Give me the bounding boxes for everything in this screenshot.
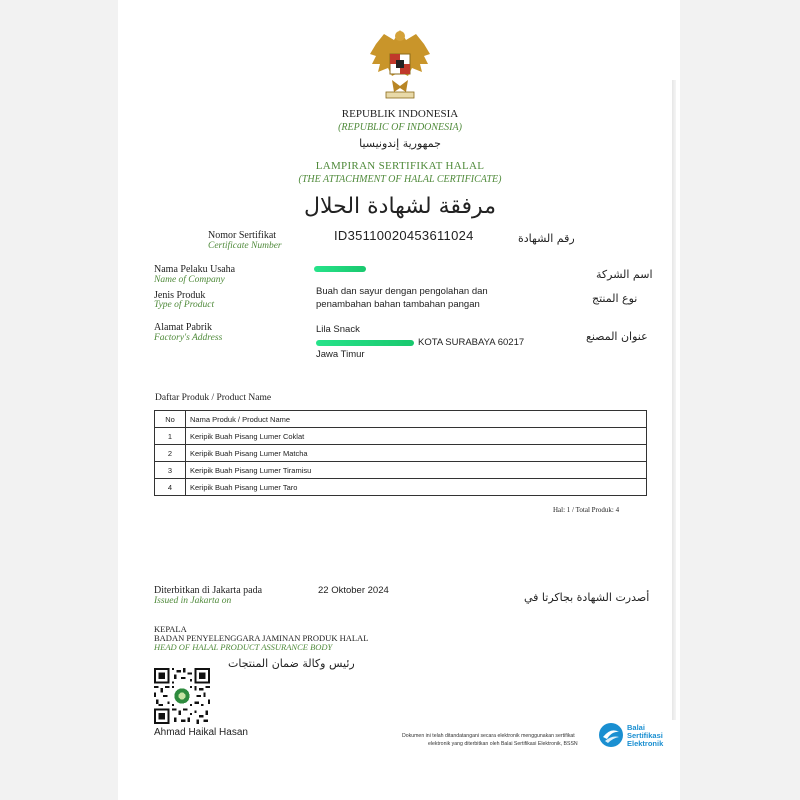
row-product-name: Keripik Buah Pisang Lumer Coklat bbox=[186, 428, 647, 445]
issued-label: Diterbitkan di Jakarta pada bbox=[154, 585, 263, 596]
product-type-value-line1: Buah dan sayur dengan pengolahan dan bbox=[316, 286, 488, 297]
product-table bbox=[154, 410, 647, 496]
signatory-title: KEPALA bbox=[154, 624, 187, 634]
product-type-value-line2: penambahan bahan tambahan pangan bbox=[316, 299, 480, 310]
company-label-ar: اسم الشركة bbox=[596, 268, 653, 281]
signatory-name: Ahmad Haikal Hasan bbox=[154, 727, 248, 738]
row-product-name: Keripik Buah Pisang Lumer Matcha bbox=[186, 445, 647, 462]
factory-label: Alamat Pabrik bbox=[154, 322, 213, 333]
product-table-header bbox=[155, 411, 647, 428]
col-no-header: No bbox=[155, 411, 186, 428]
company-name-redaction bbox=[314, 266, 366, 272]
certificate-number-label-en: Certificate Number bbox=[208, 241, 282, 251]
table-row bbox=[155, 445, 647, 462]
doc-title: LAMPIRAN SERTIFIKAT HALAL bbox=[315, 160, 485, 172]
country-name-en: (REPUBLIC OF INDONESIA) bbox=[338, 122, 462, 133]
page-info: Hal: 1 / Total Produk: 4 bbox=[553, 506, 620, 514]
certificate-number-label: Nomor Sertifikat bbox=[208, 230, 277, 241]
factory-address-city: KOTA SURABAYA 60217 bbox=[418, 337, 525, 348]
factory-address-redaction bbox=[316, 340, 414, 346]
row-no: 1 bbox=[155, 428, 186, 445]
table-row bbox=[155, 479, 647, 496]
company-label-en: Name of Company bbox=[154, 275, 225, 285]
issued-label-ar: أصدرت الشهادة بجاكرتا في bbox=[524, 591, 650, 604]
doc-title-ar: مرفقة لشهادة الحلال bbox=[304, 194, 496, 219]
factory-label-en: Factory's Address bbox=[154, 333, 223, 343]
table-row bbox=[155, 428, 647, 445]
issued-label-en: Issued in Jakarta on bbox=[154, 596, 232, 606]
certificate-number: ID35110020453611024 bbox=[334, 228, 474, 243]
product-type-label: Jenis Produk bbox=[154, 290, 206, 301]
qr-code-icon bbox=[154, 668, 210, 724]
row-no: 4 bbox=[155, 479, 186, 496]
signatory-body-en: HEAD OF HALAL PRODUCT ASSURANCE BODY bbox=[154, 642, 333, 652]
product-type-label-ar: نوع المنتج bbox=[592, 292, 638, 305]
signatory-body-ar: رئيس وكالة ضمان المنتجات bbox=[228, 657, 355, 670]
page-edge-shadow bbox=[672, 80, 676, 720]
bsre-logo-line3: Elektronik bbox=[627, 739, 664, 748]
bsre-logo-line1: Balai bbox=[627, 723, 645, 732]
factory-label-ar: عنوان المصنع bbox=[586, 330, 648, 343]
bsre-logo-line2: Sertifikasi bbox=[627, 731, 663, 740]
bsre-logo-icon bbox=[598, 722, 624, 748]
row-product-name: Keripik Buah Pisang Lumer Tiramisu bbox=[186, 462, 647, 479]
row-no: 2 bbox=[155, 445, 186, 462]
product-type-label-en: Type of Product bbox=[154, 300, 215, 310]
doc-title-en: (THE ATTACHMENT OF HALAL CERTIFICATE) bbox=[298, 174, 502, 185]
signatory-body: BADAN PENYELENGGARA JAMINAN PRODUK HALAL bbox=[154, 633, 369, 643]
table-row bbox=[155, 462, 647, 479]
factory-address-line1: Lila Snack bbox=[316, 324, 360, 335]
product-list-title: Daftar Produk / Product Name bbox=[155, 393, 272, 403]
factory-address-province: Jawa Timur bbox=[316, 349, 365, 360]
row-product-name: Keripik Buah Pisang Lumer Taro bbox=[186, 479, 647, 496]
certificate-number-label-ar: رقم الشهادة bbox=[518, 232, 575, 245]
e-sign-note-line2: elektronik yang diterbitkan oleh Balai Sertifikasi Elektronik, BSSN bbox=[428, 741, 578, 747]
company-label: Nama Pelaku Usaha bbox=[154, 264, 236, 275]
country-name-ar: جمهورية إندونيسيا bbox=[359, 137, 441, 150]
country-name: REPUBLIK INDONESIA bbox=[341, 108, 459, 120]
issued-date: 22 Oktober 2024 bbox=[318, 585, 389, 596]
garuda-emblem-icon bbox=[366, 26, 434, 100]
col-name-header: Nama Produk / Product Name bbox=[186, 411, 647, 428]
row-no: 3 bbox=[155, 462, 186, 479]
e-sign-note-line1: Dokumen ini telah ditandatangani secara elektronik menggunakan sertifikat bbox=[402, 733, 575, 739]
